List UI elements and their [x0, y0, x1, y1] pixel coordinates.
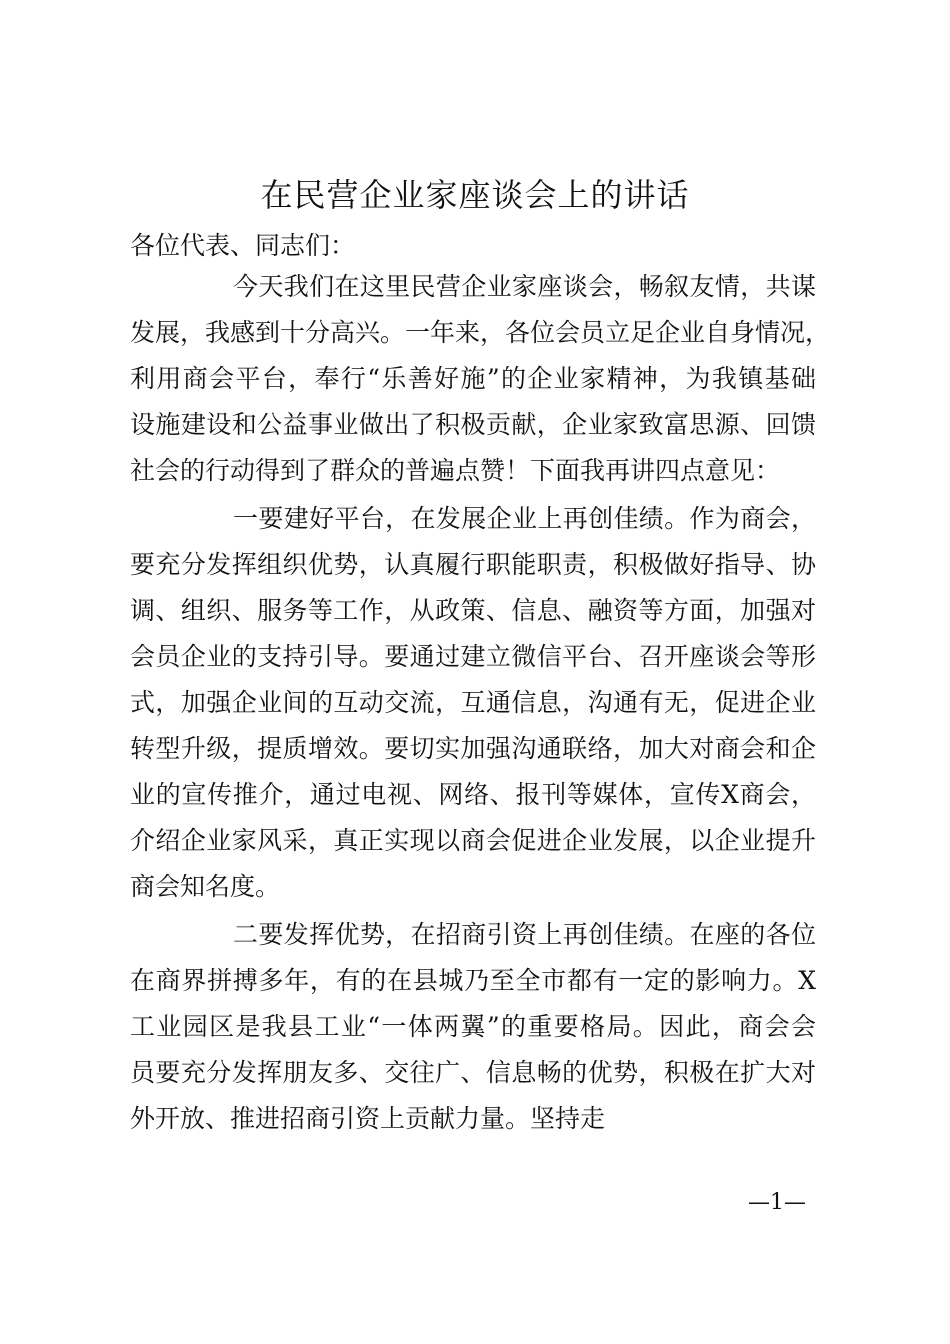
text-line: 员要充分发挥朋友多、交往广、信息畅的优势，积极在扩大对 — [130, 1058, 816, 1087]
paragraph-intro — [130, 272, 831, 502]
text-line: 外开放、推进招商引资上贡献力量。坚持走 — [130, 1104, 606, 1133]
text-line: 今天我们在这里民营企业家座谈会，畅叙友情，共谋 — [233, 272, 816, 301]
text-line: 商会知名度。 — [130, 872, 281, 901]
document-title: 在民营企业家座谈会上的讲话 — [260, 176, 690, 214]
text-line: 发展，我感到十分高兴。一年来，各位会员立足企业自身情况， — [130, 318, 831, 347]
text-line: 会员企业的支持引导。要通过建立微信平台、召开座谈会等形 — [130, 642, 816, 671]
text-line: 调、组织、服务等工作，从政策、信息、融资等方面，加强对 — [130, 596, 816, 625]
text-line: 利用商会平台，奉行“乐善好施”的企业家精神，为我镇基础 — [130, 364, 816, 393]
text-line: 二要发挥优势，在招商引资上再创佳绩。在座的各位 — [233, 920, 816, 949]
text-line: 设施建设和公益事业做出了积极贡献，企业家致富思源、回馈 — [130, 410, 816, 439]
text-line: 在商界拼搏多年，有的在县城乃至全市都有一定的影响力。X — [130, 966, 816, 995]
greeting: 各位代表、同志们： — [130, 231, 356, 260]
text-line: 介绍企业家风采，真正实现以商会促进企业发展，以企业提升 — [130, 826, 816, 855]
text-line: 工业园区是我县工业“一体两翼”的重要格局。因此，商会会 — [130, 1012, 816, 1041]
text-line: 式，加强企业间的互动交流，互通信息，沟通有无，促进企业 — [130, 688, 816, 717]
text-line: 转型升级，提质增效。要切实加强沟通联络，加大对商会和企 — [130, 734, 816, 763]
paragraph-point-one — [130, 504, 816, 918]
text-line: 社会的行动得到了群众的普遍点赞！下面我再讲四点意见： — [130, 456, 781, 485]
text-line: 要充分发挥组织优势，认真履行职能职责，积极做好指导、协 — [130, 550, 816, 579]
page-number: —1— — [748, 1190, 806, 1215]
text-line: 一要建好平台，在发展企业上再创佳绩。作为商会， — [233, 504, 816, 533]
paragraph-point-two — [130, 920, 816, 1150]
text-line: 业的宣传推介，通过电视、网络、报刊等媒体，宣传X商会， — [130, 780, 816, 809]
